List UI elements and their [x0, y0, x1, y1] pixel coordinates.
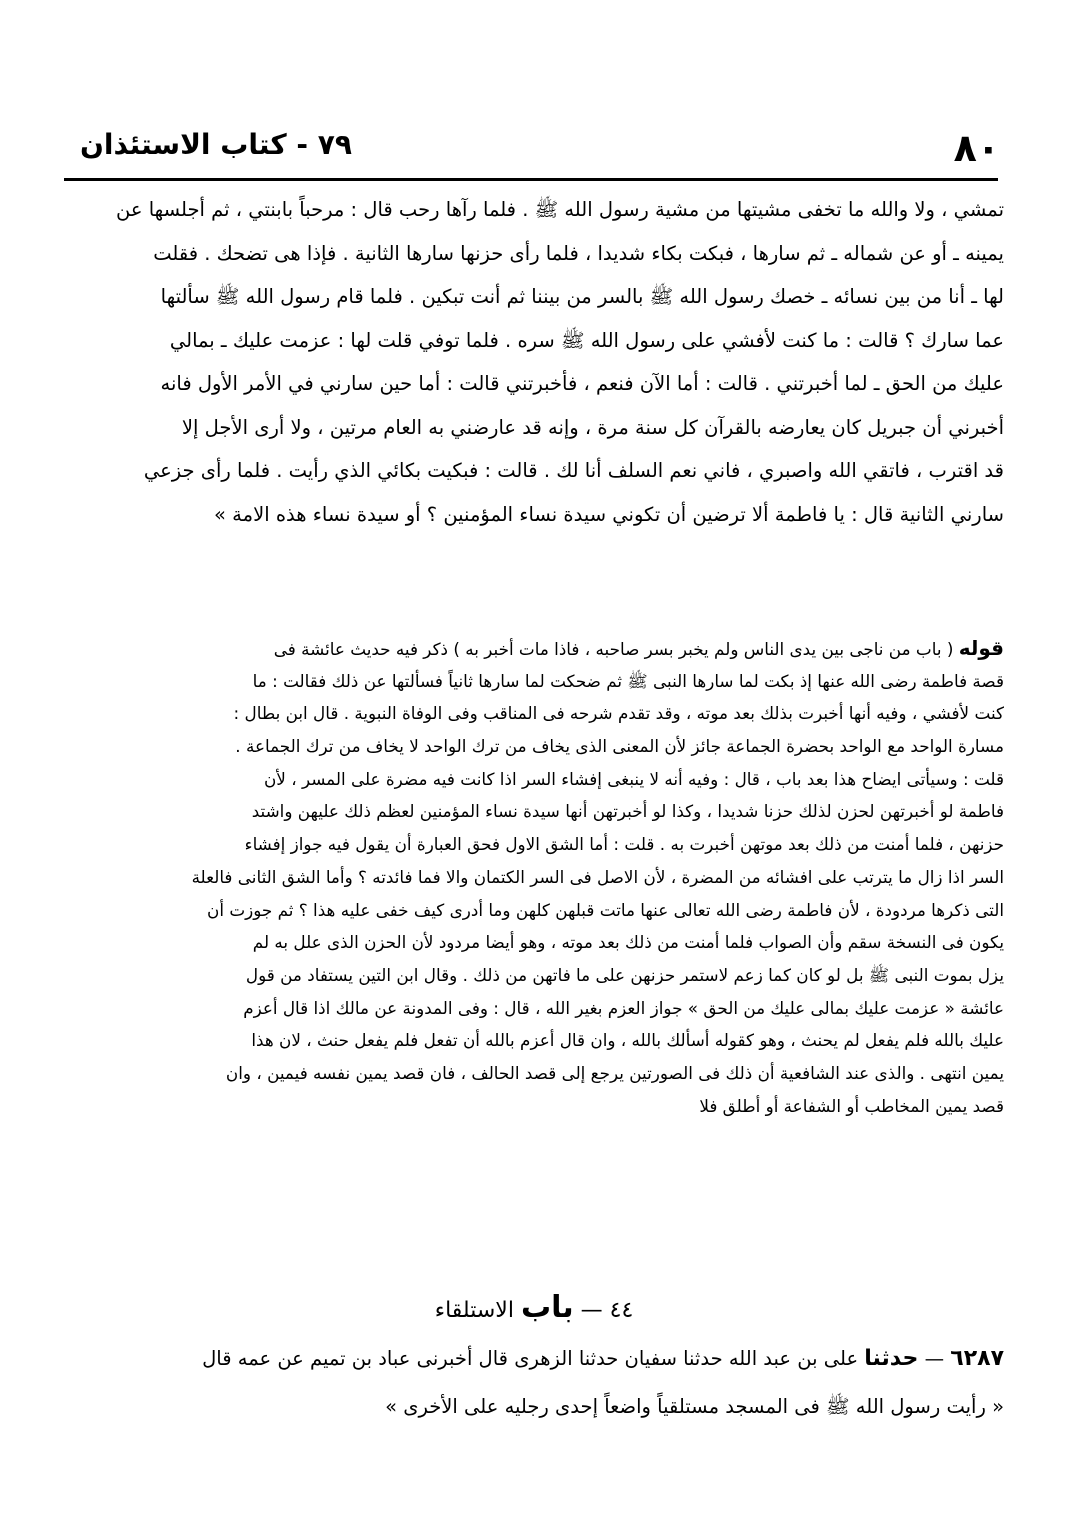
commentary-line: عليك بالله فلم يفعل لم يحنث ، وهو كقوله أسألك بالله ، وان قال أعزم بالله أن تفعل فلم يفعل حنث ، لان هذا	[251, 1030, 1004, 1051]
chapter-bab-word: باب	[520, 1290, 574, 1325]
final-hadith-matn: « رأيت رسول الله ﷺ فى المسجد مستلقياً واضعاً إحدى رجليه على الأخرى »	[385, 1395, 1004, 1418]
commentary-keyword: قوله	[958, 636, 1004, 660]
commentary-line: مسارة الواحد مع الواحد بحضرة الجماعة جائز لأن المعنى الذى يخاف من ترك الواحد لا يخاف من ترك الجماعة .	[235, 736, 1004, 757]
hadith-number: ٦٢٨٧	[950, 1346, 1004, 1371]
commentary-line: يكون فى النسخة سقم وأن الصواب فلما أمنت من ذلك بعد موته ، وهو أيضا مردود لأن الحزن الذى علل به لم	[252, 932, 1004, 953]
hadith-line: سارني الثانية قال : يا فاطمة ألا ترضين أن تكوني سيدة نساء المؤمنين ؟ أو سيدة نساء هذه الامة »	[214, 502, 1004, 526]
hadith-line: تمشي ، ولا والله ما تخفى مشيتها من مشية رسول الله ﷺ . فلما رآها رحب قال : مرحباً بابنتي ، ثم أجلسها عن	[116, 198, 1004, 221]
chapter-number: ٤٤	[609, 1298, 634, 1323]
hadith-dash: —	[924, 1347, 945, 1370]
commentary-line-rest: ( باب من ناجى بين يدى الناس ولم يخبر بسر صاحبه ، فاذا مات أخبر به ) ذكر فيه حديث عائشة فى	[273, 639, 954, 659]
header-divider	[64, 178, 998, 181]
commentary-text	[64, 632, 1004, 1122]
commentary-line: عائشة « عزمت عليك بمالى عليك من الحق » جواز العزم بغير الله ، قال : وفى المدونة عن مالك اذا قال أعزم	[243, 997, 1004, 1018]
commentary-line: فاطمة لو أخبرتهن لحزن لذلك حزنا شديدا ، وكذا لو أخبرتهن أنها سيدة نساء المؤمنين لعظم ذلك عليهن واشتد	[251, 801, 1004, 822]
commentary-line: كنت لأفشي ، وفيه أنها أخبرت بذلك بعد موته ، وقد تقدم شرحه فى المناقب وفى الوفاة النبوية . قال ابن بطال :	[233, 703, 1004, 724]
commentary-line: يزل بموت النبى ﷺ بل لو كان كما زعم لاستمر حزنهن على ما فاتهن من ذلك . وقال ابن التين يستفاد من قول	[245, 964, 1004, 985]
hadith-line: لها ـ أنا من بين نسائه ـ خصك رسول الله ﷺ بالسر من بيننا ثم أنت تبكين . فلما قام رسول الله ﷺ سألتها	[160, 285, 1004, 308]
hadith-line: عليك من الحق ـ لما أخبرتني . قالت : أما الآن فنعم ، فأخبرتني قالت : أما حين سارني في الأمر الأول فانه	[160, 372, 1004, 395]
hadith-line: أخبرني أن جبريل كان يعارضه بالقرآن كل سنة مرة ، وإنه قد عارضني به العام مرتين ، ولا أرى الأجل إلا	[181, 415, 1004, 439]
commentary-line: قصد يمين المخاطب أو الشفاعة أو أطلق فلا	[699, 1095, 1004, 1116]
commentary-first-line	[64, 632, 1004, 665]
hadith-text	[64, 188, 1004, 536]
hadith-line: قد اقترب ، فاتقي الله واصبري ، فاني نعم السلف أنا لك . قالت : فبكيت بكائي الذي رأيت . فلما رأى جزعي	[143, 459, 1004, 482]
page-header	[80, 118, 1000, 178]
commentary-line: حزنهن ، فلما أمنت من ذلك بعد موتهن أخبرت به . قلت : أما الشق الاول فحق العبارة أن يقول فيه جواز إفشاء	[244, 834, 1004, 855]
chapter-dash: —	[580, 1298, 603, 1323]
final-hadith-isnad	[64, 1335, 1004, 1383]
commentary-line: قلت : وسيأتى ايضاح هذا بعد باب ، قال : وفيه أنه لا ينبغى إفشاء السر اذا كانت فيه مضرة على المسر ، لأن	[263, 768, 1004, 789]
commentary-line: يمين انتهى . والذى عند الشافعية أن ذلك فى الصورتين يرجع إلى قصد الحالف ، فان قصد يمين نفسه فيمين ، وان	[225, 1062, 1004, 1083]
final-hadith	[64, 1335, 1004, 1431]
running-title: ٧٩ - كتاب الاستئذان	[80, 128, 352, 161]
commentary-line: قصة فاطمة رضى الله عنها إذ بكت لما سارها النبى ﷺ ثم ضحكت لما سارها ثانياً فسألتها عن ذلك فقالت : ما	[252, 670, 1004, 691]
isnad-rest: على بن عبد الله حدثنا سفيان حدثنا الزهرى قال أخبرنى عباد بن تميم عن عمه قال	[202, 1347, 859, 1370]
commentary-line: التى ذكرها مردودة ، لأن فاطمة رضى الله تعالى عنها ماتت قبلهن كلهن وما أدرى كيف خفى عليه هذا ؟ ثم جوزت أن	[207, 899, 1004, 920]
haddathana-word: حدثنا	[864, 1346, 919, 1371]
page-number: ٨٠	[953, 126, 1000, 170]
hadith-line: عما سارك ؟ قالت : ما كنت لأفشي على رسول الله ﷺ سره . فلما توفي قلت لها : عزمت عليك ـ بمالي	[169, 328, 1004, 352]
chapter-heading	[64, 1288, 1004, 1331]
hadith-line: يمينه ـ أو عن شماله ـ ثم سارها ، فبكت بكاء شديدا ، فلما رأى حزنها سارها الثانية . فإذا هى تضحك . فقلت	[153, 241, 1004, 265]
commentary-line: السر اذا زال ما يترتب على افشائه من المضرة ، لأن الاصل فى السر الكتمان والا فما فائدته ؟ وأما الشق الثانى فالعلة	[191, 866, 1004, 887]
chapter-title: الاستلقاء	[434, 1298, 514, 1323]
